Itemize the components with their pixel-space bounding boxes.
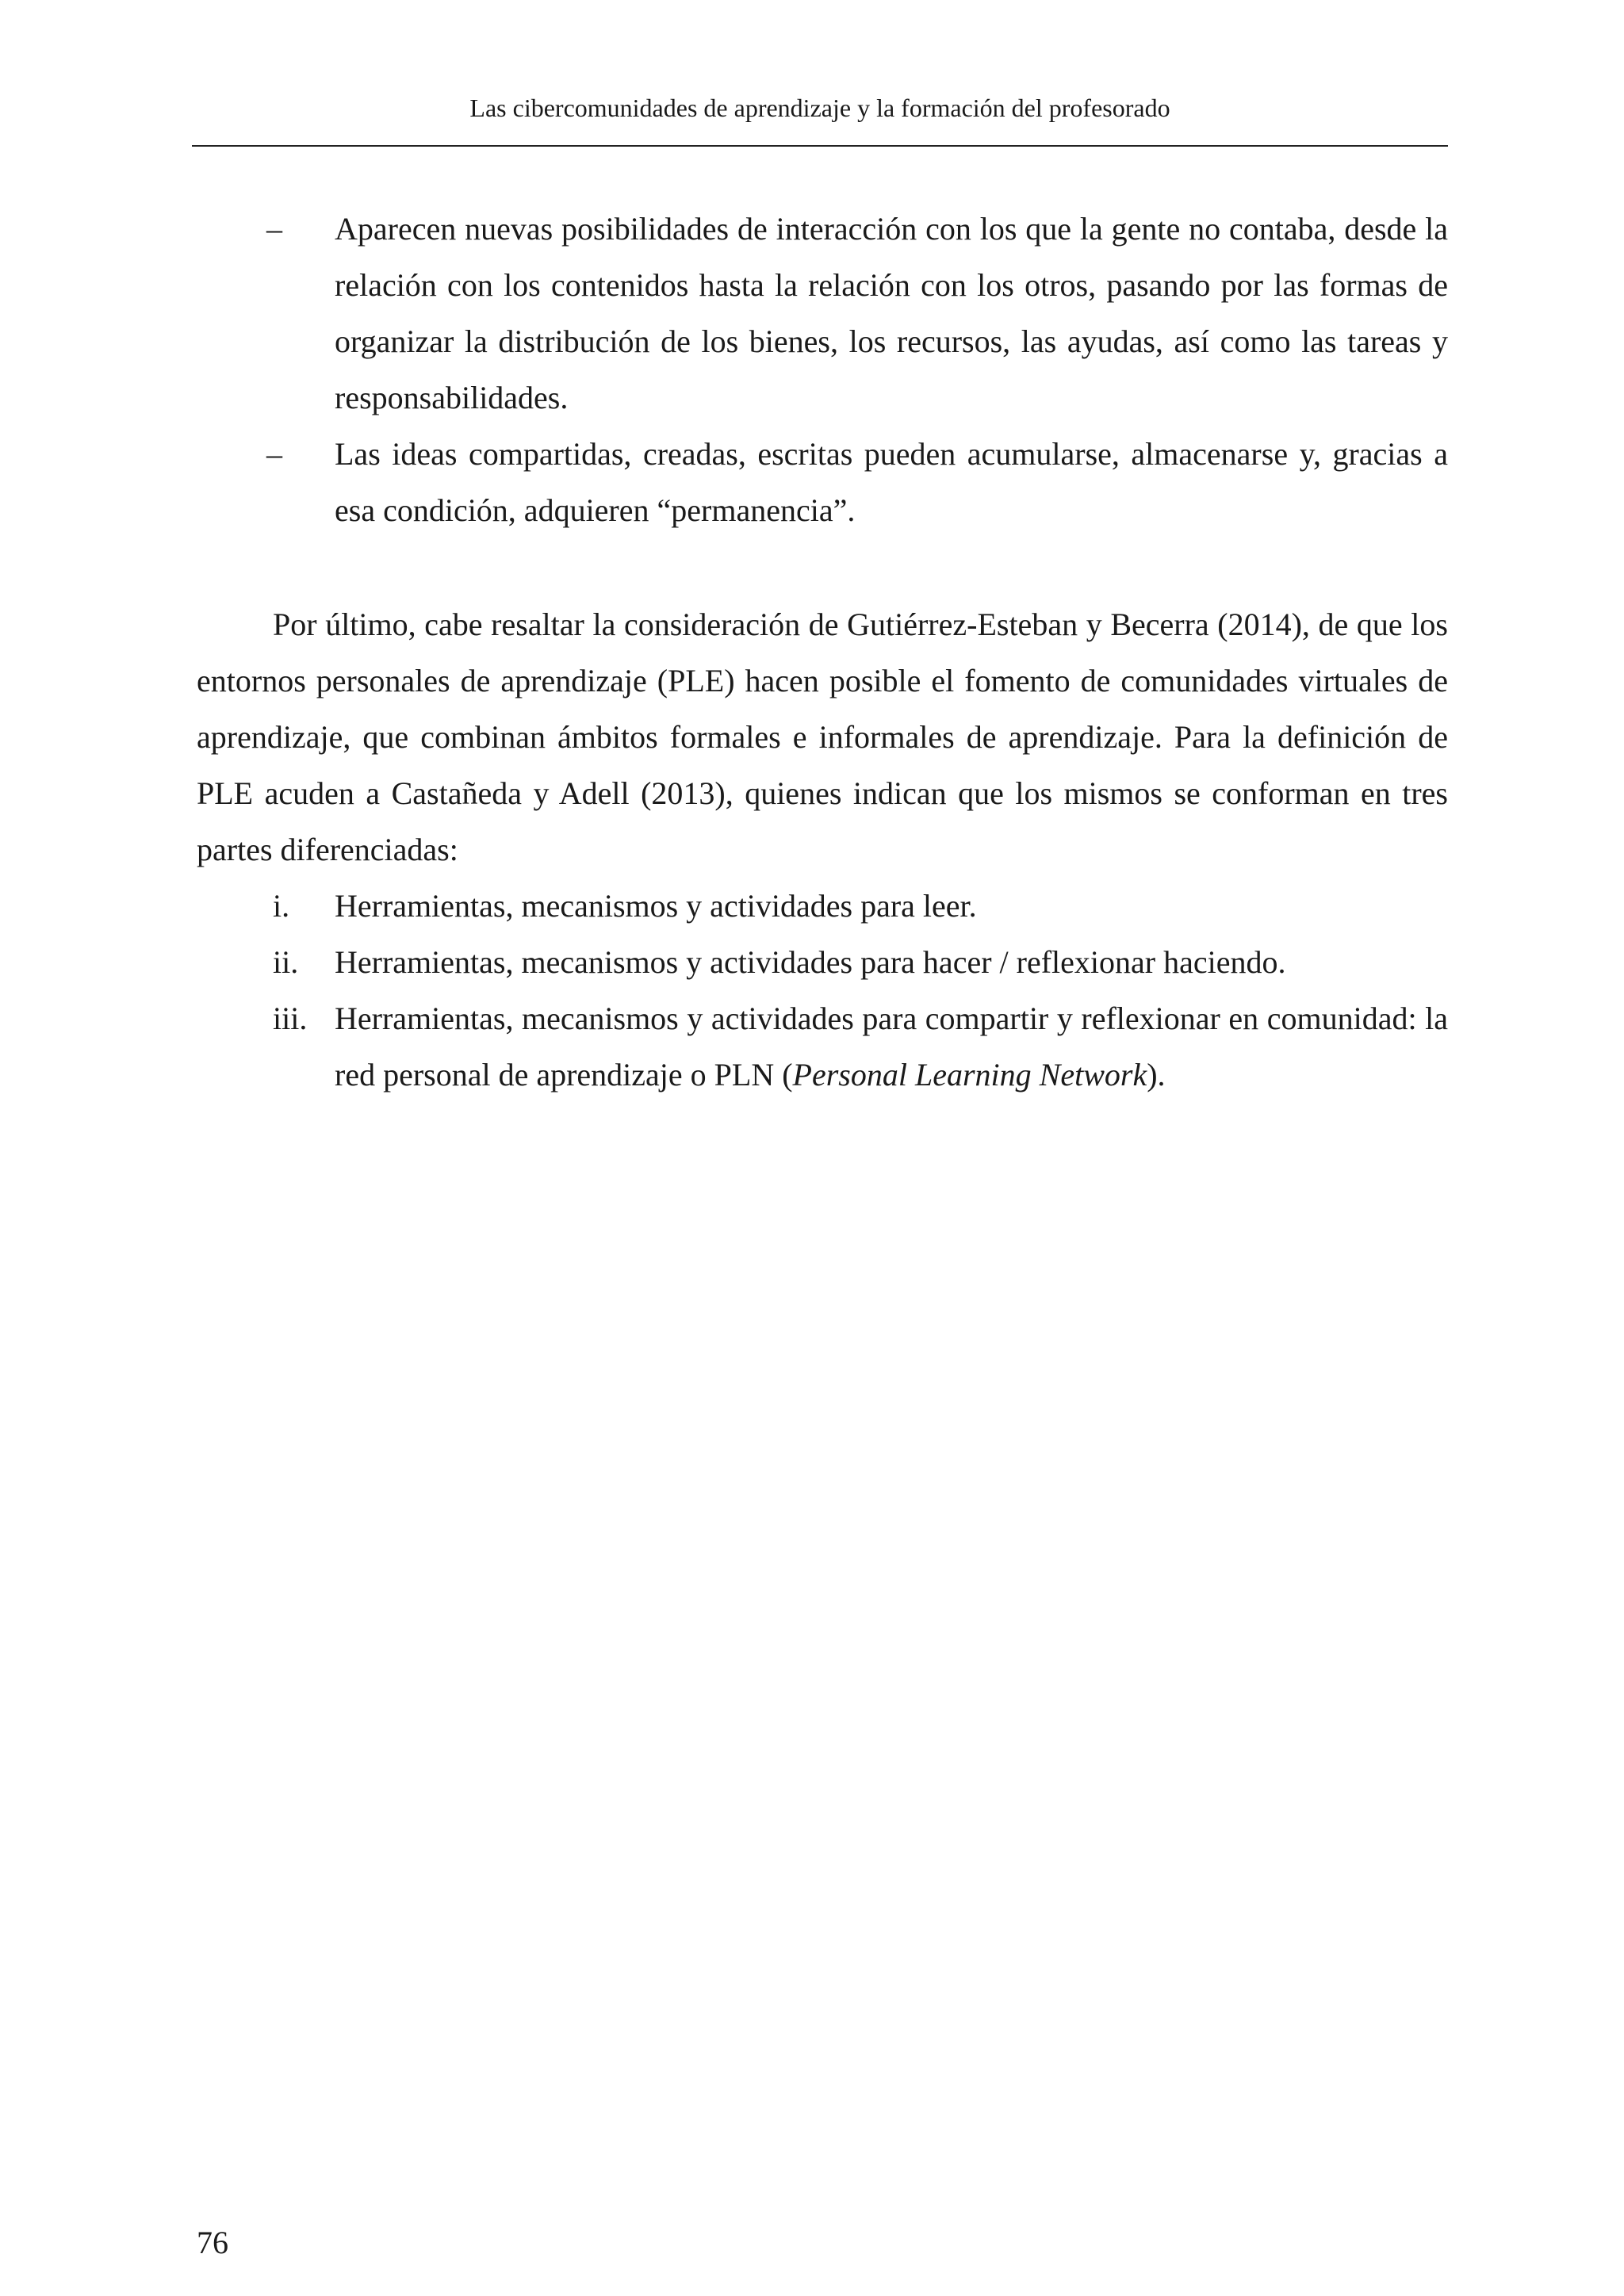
dash-list-item [197, 426, 1448, 538]
roman-item-text-before: Herramientas, mecanismos y actividades para compartir y reflexionar en comunidad: la red personal de aprendizaje o PLN ( [335, 1001, 1448, 1093]
roman-item-text-after: ). [1147, 1057, 1166, 1093]
header-rule [192, 145, 1448, 147]
roman-marker: i. [273, 888, 290, 924]
body-paragraph: Por último, cabe resaltar la consideración de Gutiérrez-Esteban y Becerra (2014), de que los entornos personales de aprendizaje (PLE) hacen posible el fomento de comunidades virtuales de aprendizaje, que combinan ámbitos formales e informales de aprendizaje. Para la definición de PLE acuden a Castañeda y Adell (2013), quienes indican que los mismos se conforman en tres partes diferenciadas: [197, 607, 1448, 867]
roman-marker: iii. [273, 1001, 308, 1036]
roman-list-item [197, 990, 1448, 1103]
roman-marker: ii. [273, 944, 299, 980]
page-number: 76 [197, 2225, 228, 2260]
running-header: Las cibercomunidades de aprendizaje y la formación del profesorado [469, 94, 1170, 122]
roman-list-item-text: Herramientas, mecanismos y actividades para hacer / reflexionar haciendo. [335, 944, 1286, 980]
roman-list-item [197, 878, 1448, 934]
pln-term-italic: Personal Learning Network [792, 1057, 1147, 1093]
dash-list-item-text: Aparecen nuevas posibilidades de interacción con los que la gente no contaba, desde la relación con los contenidos hasta la relación con los otros, pasando por las formas de organizar la distribución de los bienes, los recursos, las ayudas, así como las tareas y responsabilidades. [335, 211, 1448, 415]
roman-list-item-text [335, 990, 1448, 1103]
dash-marker: – [266, 211, 282, 247]
dash-list-item-text: Las ideas compartidas, creadas, escritas pueden acumularse, almacenarse y, gracias a esa condición, adquieren “permanencia”. [335, 436, 1448, 528]
roman-list-item-text: Herramientas, mecanismos y actividades para leer. [335, 888, 977, 924]
dash-list-item [197, 201, 1448, 426]
roman-list-item [197, 934, 1448, 990]
dash-marker: – [266, 436, 282, 472]
